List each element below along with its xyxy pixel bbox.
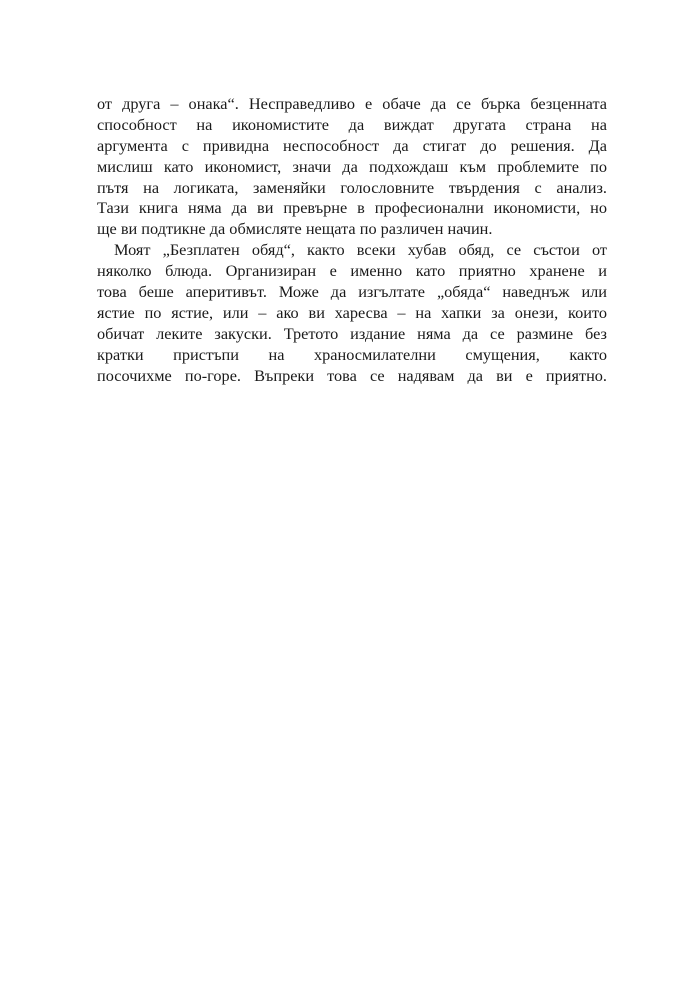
text-line: от друга – онака“. Несправедливо е обаче да се бърка безценната [97,94,607,113]
text-line: посочихме по-горе. Въпреки това се надявам да ви е приятно. [97,365,607,385]
paragraph-2 [97,240,607,407]
text-line: ястие по ястие, или – ако ви харесва – на хапки за онези, които [97,302,607,322]
text-line: аргумента с привидна неспособност да стигат до решения. Да [97,135,607,155]
text-line: мислиш като икономист, значи да подхождаш към проблемите по [97,156,607,176]
text-line: няколко блюда. Организиран е именно като приятно хранене и [97,261,607,281]
body-text [97,94,607,407]
paragraph-1 [97,94,607,240]
text-line [97,386,607,407]
text-line: способност на икономистите да виждат другата страна на [97,114,607,134]
text-line: Моят „Безплатен обяд“, както всеки хубав обяд, се състои от [114,240,607,260]
text-line: ще ви подтикне да обмисляте нещата по различен начин. [97,219,493,239]
text-line: това беше аперитивът. Може да изгълтате „обяда“ наведнъж или [97,282,607,302]
text-line: обичат леките закуски. Третото издание няма да се размине без [97,323,607,343]
text-line: пътя на логиката, заменяйки голословните твърдения с анализ. [97,177,607,197]
text-line: кратки пристъпи на храносмилателни смущения, както [97,344,607,364]
text-line: Тази книга няма да ви превърне в професионални икономисти, но [97,198,607,218]
